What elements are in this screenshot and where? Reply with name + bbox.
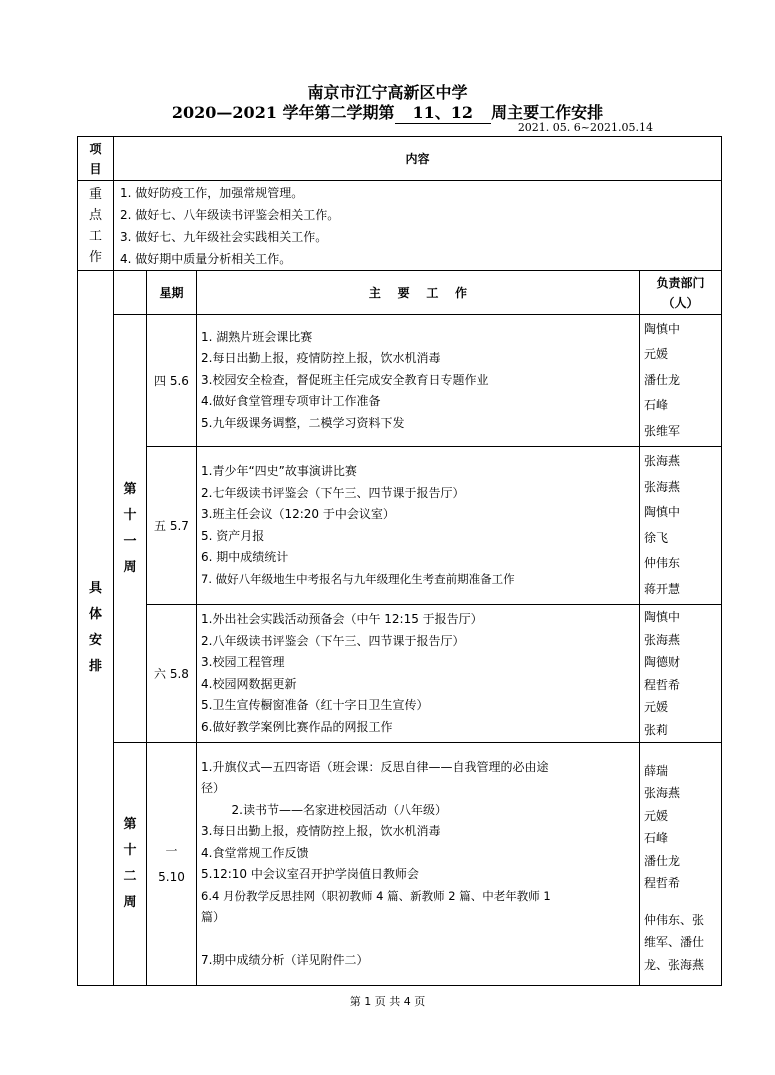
responsible-person: 陶慎中	[644, 321, 681, 336]
detail-label: 具体安排	[78, 271, 114, 986]
list-item: 2.七年级读书评鉴会（下午三、四节课于报告厅）	[201, 485, 465, 500]
responsible-person: 蒋开慧	[644, 581, 681, 596]
list-item: 篇）	[201, 910, 226, 925]
responsible-person: 徐飞	[644, 530, 669, 545]
responsible-person: 维军、潘仕	[644, 935, 705, 950]
responsible-person: 石峰	[644, 398, 669, 413]
work-list-thu	[197, 315, 640, 447]
responsible-person: 元媛	[644, 700, 669, 714]
date-range: 2021. 05. 6~2021.05.14	[517, 121, 653, 134]
list-item: 7. 做好八年级地生中考报名与九年级理化生考查前期准备工作	[201, 571, 515, 586]
page-footer: 第 1 页 共 4 页	[349, 995, 426, 1008]
header-item: 项目	[78, 137, 114, 181]
list-item: 5.12:10 中会议室召开护学岗值日教师会	[201, 867, 419, 882]
schedule-table	[77, 136, 722, 986]
list-item: 1.外出社会实践活动预备会（中午 12:15 于报告厅）	[201, 612, 483, 626]
week-11-label: 第十一周	[114, 315, 147, 743]
responsible-person: 陶慎中	[644, 505, 681, 519]
responsible-person	[640, 895, 721, 909]
blank-cell	[114, 271, 147, 315]
list-item: 6. 期中成绩统计	[201, 550, 289, 564]
school-name: 南京市江宁高新区中学	[307, 83, 468, 102]
header-work: 主 要 工 作	[197, 271, 640, 315]
list-item: 5.九年级课务调整，二模学习资料下发	[201, 415, 405, 430]
responsible-person: 潘仕龙	[644, 853, 681, 868]
week-numbers: 11、12	[395, 100, 492, 124]
header-day: 星期	[147, 271, 197, 315]
title-prefix: 2020—2021 学年第二学期第	[171, 103, 395, 122]
day-mon-name: 一	[165, 844, 178, 858]
responsible-person: 元媛	[644, 808, 669, 823]
responsible-person: 仲伟东	[644, 556, 681, 570]
list-item: 4. 做好期中质量分析相关工作。	[120, 251, 292, 266]
list-item: 4.做好食堂管理专项审计工作准备	[201, 394, 381, 409]
list-item	[201, 929, 635, 950]
list-item: 7.期中成绩分析（详见附件二）	[201, 952, 369, 967]
key-work-list	[114, 181, 722, 271]
responsible-thu	[640, 315, 722, 447]
list-item: 6.4 月份教学反思挂网（职初教师 4 篇、新教师 2 篇、中老年教师 1	[201, 888, 551, 903]
responsible-person: 程哲希	[644, 876, 681, 891]
list-item: 3.班主任会议（12:20 于中会议室）	[201, 507, 395, 521]
responsible-person: 张莉	[644, 722, 669, 737]
header-responsible: 负责部门（人）	[640, 271, 722, 315]
responsible-person: 张维军	[644, 423, 681, 438]
responsible-person: 石峰	[644, 831, 669, 846]
document-title	[0, 100, 775, 124]
list-item: 1. 湖熟片班会课比赛	[201, 329, 313, 344]
list-item: 2.读书节——名家进校园活动（八年级）	[201, 802, 447, 817]
list-item: 1.青少年“四史”故事演讲比赛	[201, 464, 357, 478]
responsible-person: 张海燕	[644, 786, 681, 801]
list-item: 径）	[201, 781, 226, 796]
list-item: 1. 做好防疫工作，加强常规管理。	[120, 185, 304, 200]
day-sat: 六 5.8	[147, 605, 197, 743]
list-item: 2.八年级读书评鉴会（下午三、四节课于报告厅）	[201, 633, 465, 648]
list-item: 3.每日出勤上报，疫情防控上报，饮水机消毒	[201, 824, 441, 839]
list-item: 4.食堂常规工作反馈	[201, 845, 309, 860]
responsible-person: 元媛	[644, 347, 669, 362]
responsible-person: 陶德财	[644, 655, 681, 669]
list-item: 3.校园安全检查，督促班主任完成安全教育日专题作业	[201, 372, 489, 387]
responsible-person: 薛瑞	[644, 763, 669, 778]
responsible-person: 潘仕龙	[644, 372, 681, 387]
work-list-fri	[197, 447, 640, 605]
list-item: 5.卫生宣传橱窗准备（红十字日卫生宣传）	[201, 698, 429, 712]
title-suffix: 周主要工作安排	[491, 103, 604, 122]
work-list-mon	[197, 743, 640, 986]
responsible-person	[640, 752, 721, 760]
list-item: 3.校园工程管理	[201, 655, 285, 669]
key-work-label: 重点工作	[78, 181, 114, 271]
day-fri: 五 5.7	[147, 447, 197, 605]
week-12-label: 第十二周	[114, 743, 147, 986]
responsible-person: 龙、张海燕	[644, 957, 705, 972]
day-mon-date: 5.10	[158, 870, 185, 884]
list-item: 4.校园网数据更新	[201, 676, 297, 691]
list-item: 6.做好教学案例比赛作品的网报工作	[201, 719, 393, 734]
work-list-sat	[197, 605, 640, 743]
responsible-person: 陶慎中	[644, 610, 681, 624]
responsible-sat	[640, 605, 722, 743]
responsible-person: 张海燕	[644, 632, 681, 647]
responsible-person: 仲伟东、张	[644, 912, 705, 927]
list-item: 5. 资产月报	[201, 528, 265, 543]
responsible-fri	[640, 447, 722, 605]
header-content: 内容	[114, 137, 722, 181]
list-item: 1.升旗仪式—五四寄语（班会课：反思自律——自我管理的必由途	[201, 759, 549, 774]
list-item: 3. 做好七、九年级社会实践相关工作。	[120, 229, 328, 244]
responsible-person: 张海燕	[644, 454, 681, 468]
list-item: 2.每日出勤上报，疫情防控上报，饮水机消毒	[201, 351, 441, 366]
list-item: 2. 做好七、八年级读书评鉴会相关工作。	[120, 207, 340, 222]
responsible-person: 程哲希	[644, 677, 681, 692]
day-thu: 四 5.6	[147, 315, 197, 447]
day-mon	[147, 743, 197, 986]
responsible-mon	[640, 743, 722, 986]
responsible-person: 张海燕	[644, 479, 681, 494]
